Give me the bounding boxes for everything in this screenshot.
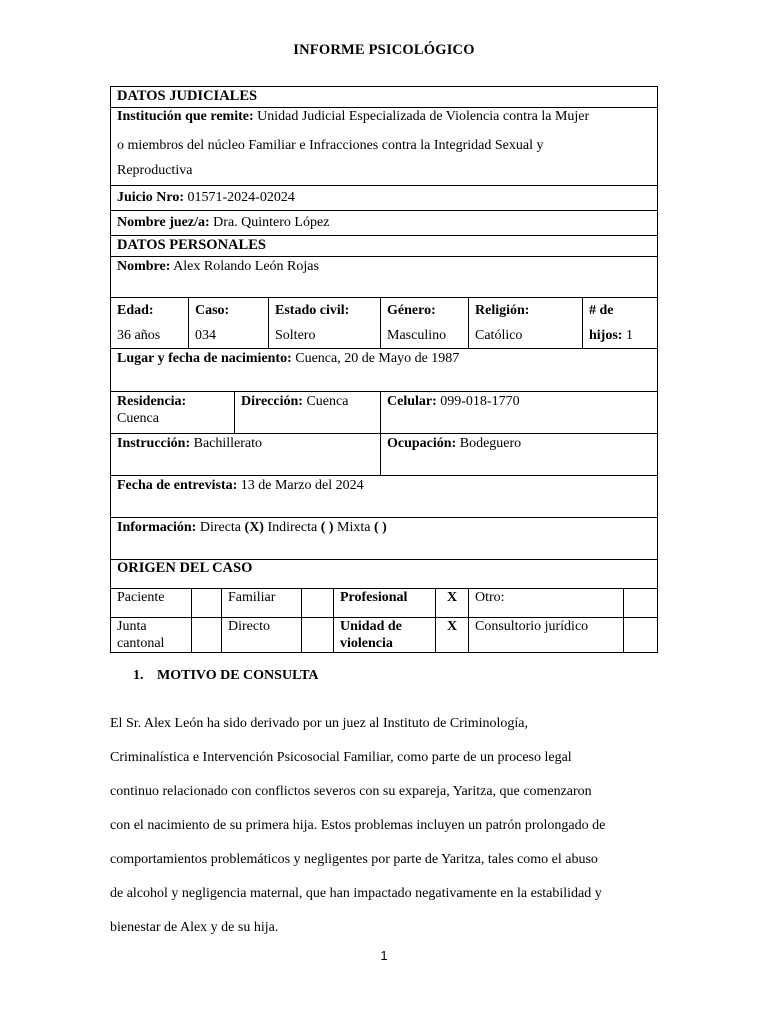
paragraph-line-1: El Sr. Alex León ha sido derivado por un juez al Instituto de Criminología, [110, 716, 528, 731]
datos-judiciales-header-row [111, 87, 657, 108]
estado-civil-value: Soltero [275, 328, 316, 343]
juez-label: Nombre juez/a: [117, 215, 210, 230]
entrevista-row [111, 476, 657, 518]
institucion-line-1: Unidad Judicial Especializada de Violencia contra la Mujer [257, 109, 590, 124]
paragraph-line-7: bienestar de Alex y de su hija. [110, 920, 279, 935]
origen-directo: Directo [221, 618, 301, 652]
informacion-mixta: Mixta [337, 520, 371, 535]
ocupacion-label: Ocupación: [387, 436, 457, 451]
juicio-label: Juicio Nro: [117, 190, 185, 205]
hijos-label-line2: hijos: [589, 328, 623, 343]
section-title: MOTIVO DE CONSULTA [157, 668, 319, 683]
institucion-line-2: o miembros del núcleo Familiar e Infracciones contra la Integridad Sexual y [117, 138, 544, 153]
origen-consultorio: Consultorio jurídico [468, 618, 623, 652]
datos-personales-header-row [111, 236, 657, 257]
page-number: 1 [380, 948, 388, 963]
nacimiento-row [111, 349, 657, 392]
celular-value: 099-018-1770 [440, 394, 520, 409]
origen-paciente-mark [191, 589, 221, 617]
section-number: 1. [133, 668, 144, 683]
origen-consultorio-mark [623, 618, 657, 652]
caso-value: 034 [195, 328, 216, 343]
motivo-paragraph [110, 707, 660, 945]
origen-junta-mark [191, 618, 221, 652]
form-table [110, 86, 658, 653]
origen-unidad-line1: Unidad de [340, 619, 402, 634]
institucion-row [111, 108, 657, 186]
origen-directo-mark [301, 618, 333, 652]
origen-unidad-mark: X [435, 618, 468, 652]
instruccion-label: Instrucción: [117, 436, 191, 451]
caso-label: Caso: [195, 303, 230, 318]
entrevista-value: 13 de Marzo del 2024 [240, 478, 364, 493]
informacion-label: Información: [117, 520, 197, 535]
origen-profesional: Profesional [333, 589, 435, 617]
origen-row-2 [111, 618, 657, 653]
institucion-label: Institución que remite: [117, 109, 254, 124]
juicio-value: 01571-2024-02024 [187, 190, 295, 205]
entrevista-label: Fecha de entrevista: [117, 478, 238, 493]
genero-value: Masculino [387, 328, 447, 343]
celular-label: Celular: [387, 394, 437, 409]
personal-details-row [111, 298, 657, 349]
nombre-label: Nombre: [117, 259, 171, 274]
ocupacion-value: Bodeguero [459, 436, 522, 451]
informacion-indirecta-mark: ( ) [320, 520, 334, 535]
nombre-row [111, 257, 657, 298]
origen-paciente: Paciente [117, 590, 165, 605]
juez-value: Dra. Quintero López [213, 215, 330, 230]
genero-label: Género: [387, 303, 436, 318]
origen-familiar-mark [301, 589, 333, 617]
juez-row [111, 211, 657, 236]
juicio-row [111, 186, 657, 211]
origen-familiar: Familiar [221, 589, 301, 617]
origen-profesional-mark: X [435, 589, 468, 617]
residencia-row [111, 392, 657, 434]
institucion-line-3: Reproductiva [117, 163, 193, 178]
informacion-row [111, 518, 657, 560]
origen-row-1 [111, 589, 657, 618]
informacion-directa-mark: (X) [244, 520, 264, 535]
estado-civil-label: Estado civil: [275, 303, 350, 318]
nacimiento-value: Cuenca, 20 de Mayo de 1987 [295, 351, 460, 366]
paragraph-line-2: Criminalística e Intervención Psicosocial Familiar, como parte de un proceso legal [110, 750, 572, 765]
origen-header: ORIGEN DEL CASO [117, 560, 253, 576]
paragraph-line-5: comportamientos problemáticos y negligentes por parte de Yaritza, tales como el abuso [110, 852, 598, 867]
origen-header-row [111, 560, 657, 589]
paragraph-line-6: de alcohol y negligencia maternal, que han impactado negativamente en la estabilidad y [110, 886, 602, 901]
nombre-value: Alex Rolando León Rojas [173, 259, 319, 274]
paragraph-line-4: con el nacimiento de su primera hija. Estos problemas incluyen un patrón prolongado de [110, 818, 606, 833]
origen-otro: Otro: [468, 589, 623, 617]
hijos-label-line1: # de [589, 303, 614, 318]
religion-label: Religión: [475, 303, 530, 318]
religion-value: Católico [475, 328, 523, 343]
hijos-value: 1 [625, 328, 633, 343]
origen-junta-line1: Junta [117, 619, 147, 634]
origen-otro-mark [623, 589, 657, 617]
datos-personales-header: DATOS PERSONALES [117, 237, 266, 253]
datos-judiciales-header: DATOS JUDICIALES [117, 88, 258, 104]
residencia-label: Residencia: [117, 394, 187, 409]
nacimiento-label: Lugar y fecha de nacimiento: [117, 351, 292, 366]
instruccion-row [111, 434, 657, 476]
informacion-mixta-mark: ( ) [374, 520, 387, 535]
document-title: INFORME PSICOLÓGICO [293, 42, 475, 58]
direccion-label: Dirección: [241, 394, 303, 409]
paragraph-line-3: continuo relacionado con conflictos severos con su expareja, Yaritza, que comenzaron [110, 784, 592, 799]
edad-value: 36 años [117, 328, 161, 343]
origen-junta-line2: cantonal [117, 636, 165, 651]
residencia-value: Cuenca [117, 411, 159, 426]
instruccion-value: Bachillerato [193, 436, 263, 451]
informacion-indirecta: Indirecta [267, 520, 318, 535]
informacion-directa: Directa [199, 520, 242, 535]
section-heading-motivo [133, 668, 319, 684]
edad-label: Edad: [117, 303, 154, 318]
origen-unidad-line2: violencia [340, 636, 393, 651]
direccion-value: Cuenca [306, 394, 349, 409]
